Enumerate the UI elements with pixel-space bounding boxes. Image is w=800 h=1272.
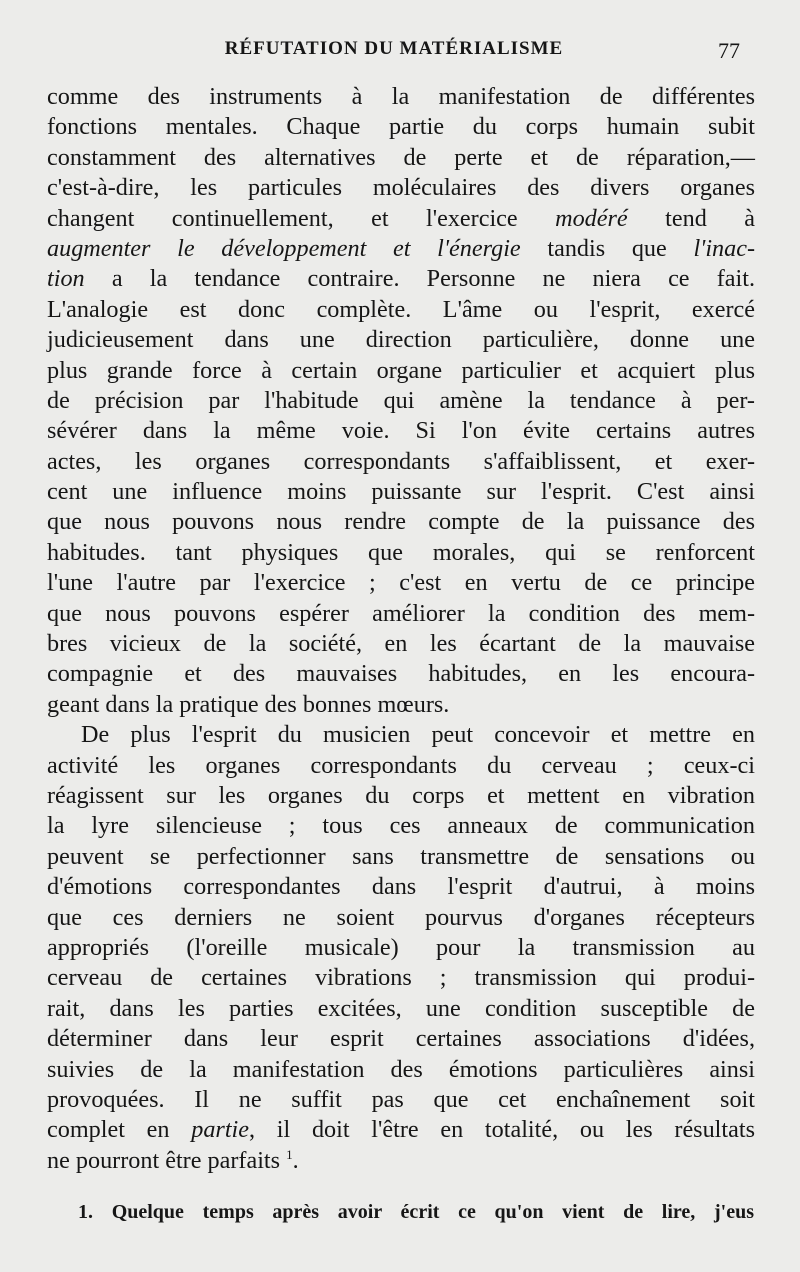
text-line [47, 264, 755, 294]
text-line: cerveau de certaines vibrations ; transmission qui produi- [47, 964, 755, 992]
text-line: peuvent se perfectionner sans transmettre de sensations ou [47, 842, 755, 870]
body-text [47, 82, 755, 1176]
text-segment: tandis que [547, 234, 667, 262]
text-line: la lyre silencieuse ; tous ces anneaux de communication [47, 812, 755, 840]
text-line: c'est-à-dire, les particules moléculaires des divers organes [47, 174, 755, 202]
text-line: provoquées. Il ne suffit pas que cet enchaînement soit [47, 1085, 755, 1113]
text-line: actes, les organes correspondants s'affaiblissent, et exer- [47, 447, 755, 475]
text-line: l'une l'autre par l'exercice ; c'est en vertu de ce principe [47, 569, 755, 597]
text-line [47, 1146, 755, 1176]
italic-text: l'inac- [693, 234, 756, 262]
text-line: geant dans la pratique des bonnes mœurs. [47, 690, 450, 718]
text-line: que nous pouvons espérer améliorer la condition des mem- [47, 599, 755, 627]
text-line: rait, dans les parties excitées, une condition susceptible de [47, 994, 755, 1022]
text-segment: . [292, 1146, 299, 1174]
text-line: L'analogie est donc complète. L'âme ou l'esprit, exercé [47, 295, 755, 323]
running-title: RÉFUTATION DU MATÉRIALISME [224, 38, 564, 59]
text-line: d'émotions correspondantes dans l'esprit d'autrui, à moins [47, 873, 755, 901]
page-number: 77 [718, 38, 740, 63]
text-line: cent une influence moins puissante sur l'esprit. C'est ainsi [47, 478, 755, 506]
text-line [47, 204, 755, 234]
text-line: bres vicieux de la société, en les écartant de la mauvaise [47, 630, 755, 658]
text-line: constamment des alternatives de perte et de réparation,— [47, 143, 755, 171]
italic-text: partie [191, 1116, 249, 1144]
text-line: appropriés (l'oreille musicale) pour la transmission au [47, 933, 755, 961]
footnote: 1. Quelque temps après avoir écrit ce qu'on vient de lire, j'eus [78, 1201, 754, 1223]
text-line: habitudes. tant physiques que morales, qui se renforcent [47, 538, 755, 566]
text-line: judicieusement dans une direction particulière, donne une [47, 326, 755, 354]
text-line: activité les organes correspondants du cerveau ; ceux-ci [47, 751, 755, 779]
italic-text: tion [47, 265, 85, 293]
text-line: compagnie et des mauvaises habitudes, en les encoura- [47, 660, 755, 688]
text-line: plus grande force à certain organe particulier et acquiert plus [47, 356, 755, 384]
text-line: comme des instruments à la manifestation de différentes [47, 83, 755, 110]
text-line: de précision par l'habitude qui amène la tendance à per- [47, 386, 755, 414]
footnote-reference[interactable]: 1 [286, 1146, 293, 1162]
page-header [44, 38, 744, 72]
text-line: De plus l'esprit du musicien peut concevoir et mettre en [81, 721, 755, 749]
text-line: déterminer dans leur esprit certaines associations d'idées, [47, 1025, 755, 1053]
text-line: sévérer dans la même voie. Si l'on évite certains autres [47, 417, 755, 445]
italic-text: modéré [555, 204, 628, 232]
text-segment: a la tendance contraire. Personne ne niera ce fait. [111, 265, 756, 293]
text-line: fonctions mentales. Chaque partie du corps humain subit [47, 113, 755, 141]
text-segment: , il doit l'être en totalité, ou les résultats [249, 1116, 755, 1144]
text-line: que ces derniers ne soient pourvus d'organes récepteurs [47, 903, 755, 931]
text-line: réagissent sur les organes du corps et mettent en vibration [47, 781, 755, 809]
text-segment: complet en [47, 1116, 170, 1144]
italic-text: augmenter le développement et l'énergie [47, 234, 521, 262]
text-segment: changent continuellement, et l'exercice [47, 204, 518, 232]
text-line: que nous pouvons nous rendre compte de la puissance des [47, 508, 755, 536]
text-line [47, 234, 755, 264]
text-line: suivies de la manifestation des émotions particulières ainsi [47, 1055, 755, 1083]
text-line [47, 1115, 755, 1145]
text-segment: ne pourront être parfaits [47, 1146, 281, 1174]
text-segment: tend à [665, 204, 755, 232]
